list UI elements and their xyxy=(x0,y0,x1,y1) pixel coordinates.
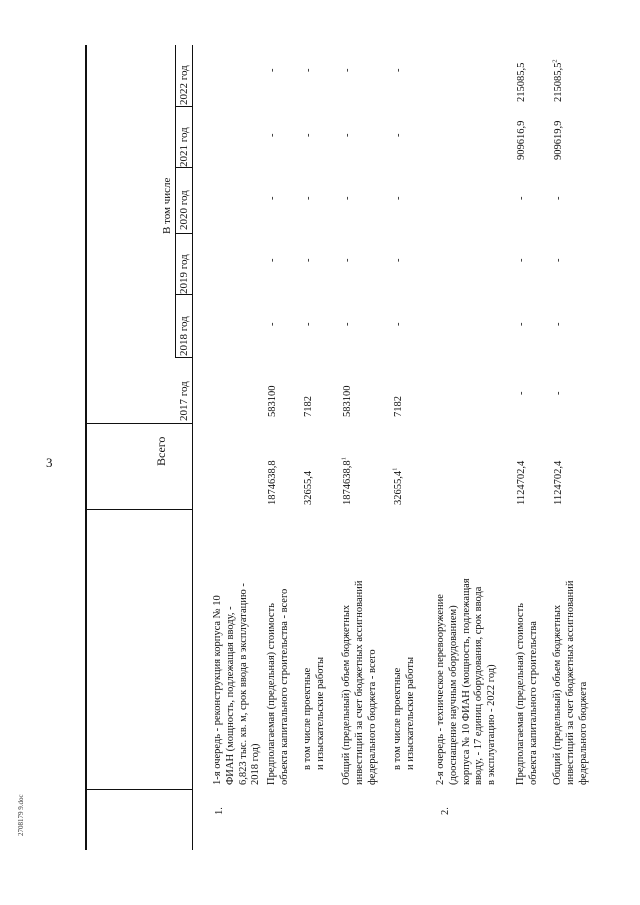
cell-2017: 583100 xyxy=(267,385,278,417)
col-rule-2018 xyxy=(175,294,192,295)
cell-2021: - xyxy=(267,133,278,137)
cell-2018: - xyxy=(342,322,353,326)
col-rule-total xyxy=(85,423,192,424)
row-description: Общий (предельный) объем бюджетных инвестиций за счет бюджетных ассигнований федерального бюджета - всего xyxy=(341,580,378,785)
cell-2020: - xyxy=(516,196,527,200)
footnote-mark: 1 xyxy=(391,467,399,471)
header-year-2019: 2019 год xyxy=(178,254,190,294)
cell-2022: - xyxy=(267,68,278,72)
header-year-2022: 2022 год xyxy=(178,65,190,105)
footnote-mark: 2 xyxy=(551,59,559,63)
cell-2017: - xyxy=(516,391,527,395)
row-description: в том числе проектные и изыскательские работы xyxy=(302,656,326,770)
row-description: Предполагаемая (предельная) стоимость объекта капитального строительства xyxy=(515,603,539,785)
cell-2019: - xyxy=(267,258,278,262)
cell-2021: - xyxy=(303,133,314,137)
cell-2019: - xyxy=(393,258,404,262)
cell-2020: - xyxy=(393,196,404,200)
cell-2022: - xyxy=(303,68,314,72)
header-year-2021: 2021 год xyxy=(178,127,190,167)
header-sub-rule xyxy=(175,45,176,358)
cell-2021: 909616,9 xyxy=(516,120,527,160)
cell-2018: - xyxy=(393,322,404,326)
footnote-mark: 1 xyxy=(340,457,348,461)
row-total: 1874638,8$^1$ xyxy=(340,457,353,505)
header-year-2020: 2020 год xyxy=(178,190,190,230)
cell-2020: - xyxy=(342,196,353,200)
cell-2018: - xyxy=(267,322,278,326)
header-total: Всего xyxy=(154,436,168,466)
header-year-2018: 2018 год xyxy=(178,316,190,356)
col-rule-desc xyxy=(85,509,192,510)
table-top-rule xyxy=(85,45,87,850)
cell-2018: - xyxy=(303,322,314,326)
header-bottom-rule xyxy=(192,45,193,850)
row-description: в том числе проектные и изыскательские работы xyxy=(392,656,416,770)
cell-2017: 583100 xyxy=(342,385,353,417)
cell-2021: 909619,9 xyxy=(553,120,564,160)
cell-2017: 7182 xyxy=(303,396,314,417)
cell-2020: - xyxy=(553,196,564,200)
col-rule-2020 xyxy=(175,167,192,168)
cell-2017: 7182 xyxy=(393,396,404,417)
cell-2022: - xyxy=(393,68,404,72)
cell-2022: 215085,5 xyxy=(516,62,527,102)
cell-2018: - xyxy=(516,322,527,326)
header-in-that-number: В том числе xyxy=(161,177,173,234)
cell-2019: - xyxy=(553,258,564,262)
col-rule-num xyxy=(85,789,192,790)
cell-2019: - xyxy=(303,258,314,262)
col-rule-2017 xyxy=(175,357,192,358)
cell-2021: - xyxy=(393,133,404,137)
cell-2018: - xyxy=(553,322,564,326)
cell-2019: - xyxy=(516,258,527,262)
row-total: 1124702,4 xyxy=(516,460,527,505)
row-number: 1. xyxy=(214,807,225,815)
row-description: 2-я очередь - техническое перевооружение (дооснащение научным оборудованием) корпуса № 10 ФИАН (мощность, подлежащая вводу, - 17 единиц оборудования, срок ввода в эксплуатацию - 2022 год) xyxy=(435,578,498,785)
row-number: 2. xyxy=(440,807,451,815)
cell-2017: - xyxy=(553,391,564,395)
row-description: Общий (предельный) объем бюджетных инвестиций за счет бюджетных ассигнований федерального бюджета xyxy=(552,580,589,785)
footer-filename: 2708179 9.doc xyxy=(17,794,25,836)
cell-2020: - xyxy=(267,196,278,200)
header-year-2017: 2017 год xyxy=(178,381,190,421)
cell-2020: - xyxy=(303,196,314,200)
cell-2019: - xyxy=(342,258,353,262)
row-description: 1-я очередь - реконструкция корпуса № 10 ФИАН (мощность, подлежащая вводу, - 6,823 тыс. кв. м, срок ввода в эксплуатацию - 2018 год) xyxy=(212,583,262,785)
col-rule-2019 xyxy=(175,233,192,234)
cell-2021: - xyxy=(342,133,353,137)
row-total: 32655,4 xyxy=(303,470,314,505)
col-rule-2021 xyxy=(175,106,192,107)
cell-2022: 215085,5$^2$ xyxy=(551,59,564,102)
page-number: 3 xyxy=(46,455,53,470)
row-total: 32655,4$^1$ xyxy=(391,467,404,505)
cell-2022: - xyxy=(342,68,353,72)
row-total: 1124702,4 xyxy=(553,460,564,505)
row-total: 1874638,8 xyxy=(267,460,278,505)
investment-table xyxy=(85,45,640,850)
row-description: Предполагаемая (предельная) стоимость объекта капитального строительства - всего xyxy=(266,588,290,785)
